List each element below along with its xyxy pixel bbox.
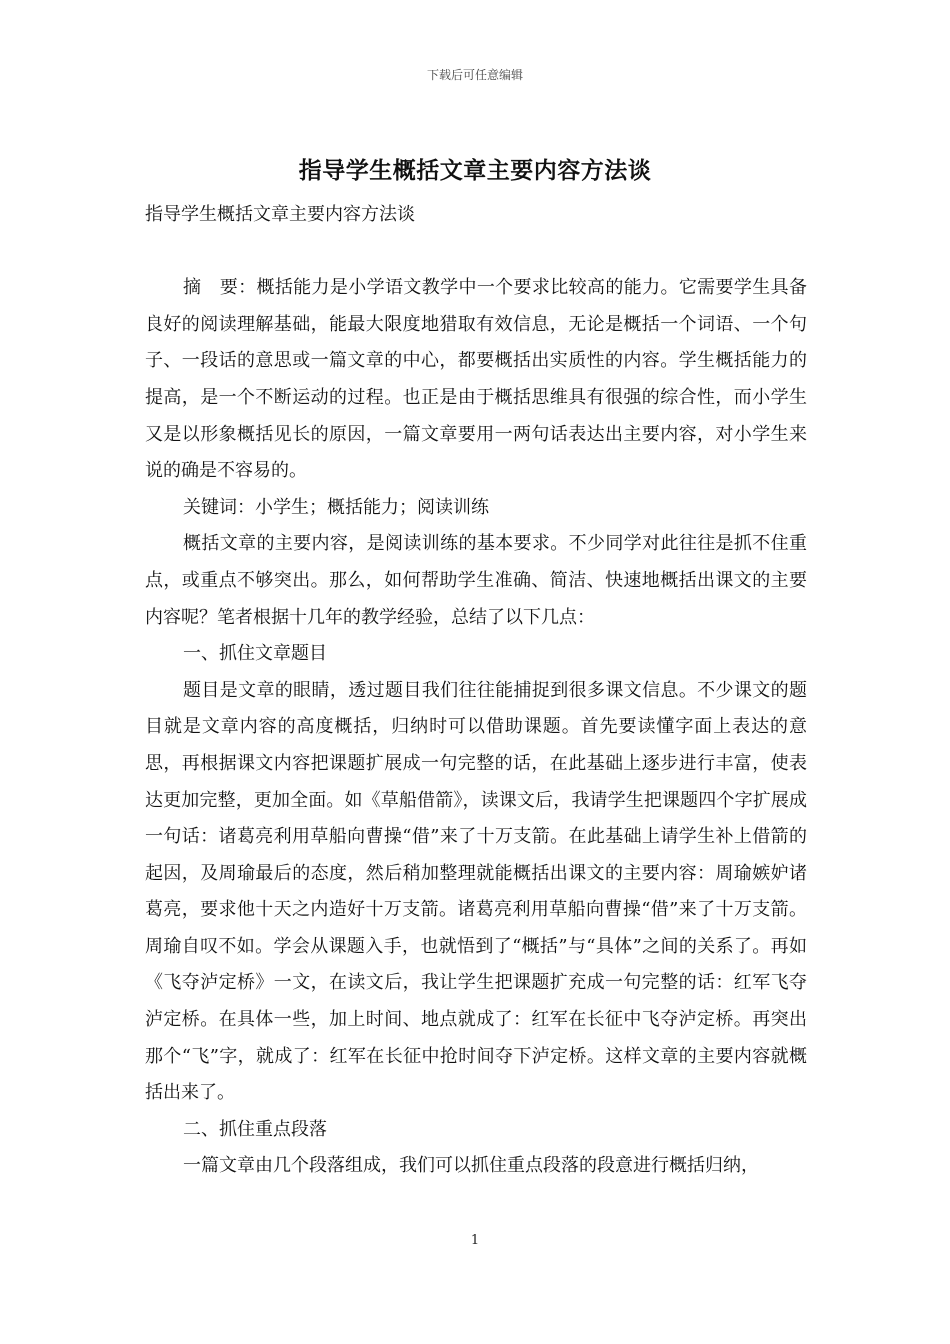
intro-paragraph: 概括文章的主要内容，是阅读训练的基本要求。不少同学对此往往是抓不住重点，或重点不够突出。那么，如何帮助学生准确、简洁、快速地概括出课文的主要内容呢？笔者根据十几年的教学经验，总结了以下几点：	[145, 533, 807, 628]
page-number: 1	[470, 1233, 480, 1248]
section-heading-2: 二、抓住重点段落	[183, 1118, 327, 1140]
abstract-paragraph: 摘 要：概括能力是小学语文教学中一个要求比较高的能力。它需要学生具备良好的阅读理解基础，能最大限度地猎取有效信息，无论是概括一个词语、一个句子、一段话的意思或一篇文章的中心，都要概括出实质性的内容。学生概括能力的提高，是一个不断运动的过程。也正是由于概括思维具有很强的综合性，而小学生又是以形象概括见长的原因，一篇文章要用一两句话表达出主要内容，对小学生来说的确是不容易的。	[145, 277, 807, 482]
document-subtitle: 指导学生概括文章主要内容方法谈	[145, 204, 415, 225]
section-2-paragraph: 一篇文章由几个段落组成，我们可以抓住重点段落的段意进行概括归纳，	[183, 1155, 759, 1177]
keywords-paragraph: 关键词：小学生；概括能力；阅读训练	[183, 496, 489, 518]
header-note: 下载后可任意编辑	[426, 68, 523, 82]
document-body	[145, 197, 807, 1185]
document-title: 指导学生概括文章主要内容方法谈	[298, 157, 652, 184]
section-1-paragraph: 题目是文章的眼睛，透过题目我们往往能捕捉到很多课文信息。不少课文的题目就是文章内容的高度概括，归纳时可以借助课题。首先要读懂字面上表达的意思，再根据课文内容把课题扩展成一句完整的话，在此基础上逐步进行丰富，使表达更加完整，更加全面。如《草船借箭》，读课文后，我请学生把课题四个字扩展成一句话：诸葛亮利用草船向曹操“借”来了十万支箭。在此基础上请学生补上借箭的起因，及周瑜最后的态度，然后稍加整理就能概括出课文的主要内容：周瑜嫉妒诸葛亮，要求他十天之内造好十万支箭。诸葛亮利用草船向曹操“借”来了十万支箭。周瑜自叹不如。学会从课题入手，也就悟到了“概括”与“具体”之间的关系了。再如《飞夺泸定桥》一文，在读文后，我让学生把课题扩充成一句完整的话：红军飞夺泸定桥。在具体一些，加上时间、地点就成了：红军在长征中飞夺泸定桥。再突出那个“飞”字，就成了：红军在长征中抢时间夺下泸定桥。这样文章的主要内容就概括出来了。	[145, 679, 807, 1104]
section-heading-1: 一、抓住文章题目	[183, 643, 327, 665]
